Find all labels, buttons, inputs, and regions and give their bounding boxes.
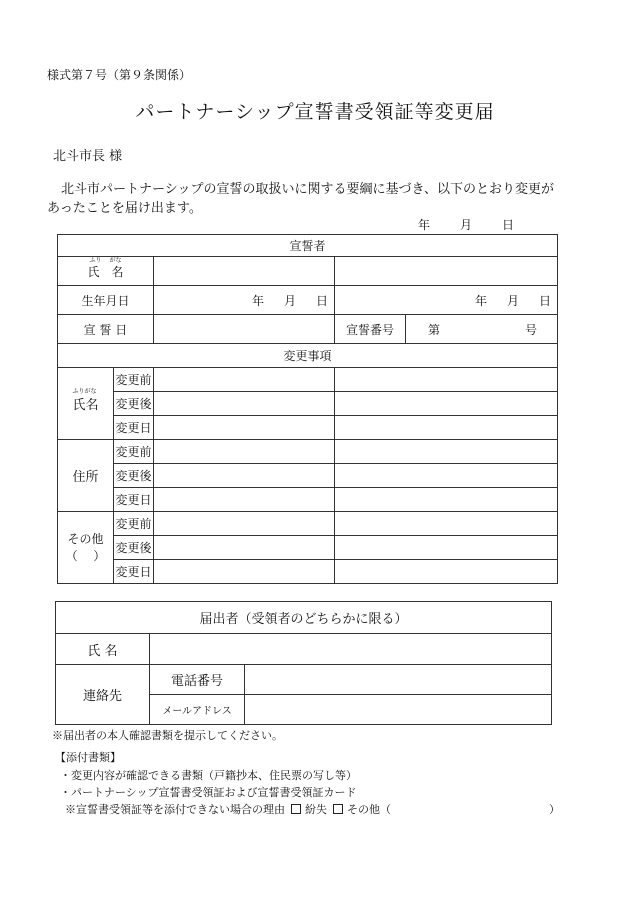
- name-before-label: 変更前: [114, 368, 154, 392]
- group-name-label: [58, 368, 114, 440]
- address-before-field-2[interactable]: [335, 440, 558, 464]
- name-after-field-2[interactable]: [335, 392, 558, 416]
- name-field-1[interactable]: [154, 257, 335, 286]
- year-label: 年: [475, 293, 488, 308]
- phone-label: 電話番号: [150, 665, 245, 695]
- other-close-paren: ）: [549, 803, 560, 816]
- day-label: 日: [539, 293, 552, 308]
- name-field-2[interactable]: [335, 257, 558, 286]
- name-date-field-2[interactable]: [335, 416, 558, 440]
- other-after-field-2[interactable]: [335, 536, 558, 560]
- birthdate-label: 生年月日: [58, 286, 154, 315]
- name-label-text: 氏 名: [87, 264, 124, 279]
- address-date-field-2[interactable]: [335, 488, 558, 512]
- notifier-name-field[interactable]: [150, 634, 552, 665]
- birthdate-field-2[interactable]: [335, 286, 558, 315]
- name-before-field-1[interactable]: [154, 368, 335, 392]
- addressee: 北斗市長 様: [53, 149, 123, 164]
- address-after-field-1[interactable]: [154, 464, 335, 488]
- declaration-date-field[interactable]: [154, 315, 335, 344]
- phone-field[interactable]: [245, 665, 552, 695]
- number-suffix: 号: [525, 322, 538, 337]
- other-after-field-1[interactable]: [154, 536, 335, 560]
- group-name-label-wrap: [72, 388, 99, 413]
- other-after-label: 変更後: [114, 536, 154, 560]
- other-date-field-2[interactable]: [335, 560, 558, 584]
- other-before-field-1[interactable]: [154, 512, 335, 536]
- name-label-cell: [58, 257, 154, 286]
- attachments-heading: 【添付書類】: [55, 751, 121, 764]
- attachment-item-2: ・パートナーシップ宣誓書受領証および宣誓書受領証カード: [60, 786, 357, 799]
- contact-label: 連絡先: [56, 665, 150, 725]
- intro-text: 北斗市パートナーシップの宣誓の取扱いに関する要綱に基づき、以下のとおり変更があったことを届け出ます。: [47, 182, 554, 216]
- address-before-field-1[interactable]: [154, 440, 335, 464]
- group-name-text: 氏名: [72, 398, 99, 413]
- attachment-item-3: [65, 801, 560, 817]
- address-after-label: 変更後: [114, 464, 154, 488]
- id-note: ※届出者の本人確認書類を提示してください。: [52, 729, 283, 742]
- submission-date: [418, 216, 514, 233]
- notifier-name-label: 氏 名: [56, 634, 150, 665]
- other-checkbox[interactable]: [333, 804, 343, 814]
- other-date-field-1[interactable]: [154, 560, 335, 584]
- date-day-label: 日: [502, 218, 515, 232]
- month-label: 月: [283, 293, 296, 308]
- address-date-field-1[interactable]: [154, 488, 335, 512]
- declaration-date-label: 宣 誓 日: [58, 315, 154, 344]
- month-label: 月: [507, 293, 520, 308]
- name-after-label: 変更後: [114, 392, 154, 416]
- lost-checkbox[interactable]: [291, 804, 301, 814]
- group-name-furigana: ふりがな: [72, 388, 97, 395]
- notifier-header: 届出者（受領者のどちらかに限る）: [56, 602, 552, 634]
- changes-header: 変更事項: [58, 344, 558, 368]
- group-other-text: その他: [67, 531, 104, 546]
- group-other-paren: （ ）: [65, 548, 106, 563]
- group-address-label: 住所: [58, 440, 114, 512]
- name-date-field-1[interactable]: [154, 416, 335, 440]
- day-label: 日: [315, 293, 328, 308]
- birthdate-field-1[interactable]: [154, 286, 335, 315]
- name-after-field-1[interactable]: [154, 392, 335, 416]
- page-title: パートナーシップ宣誓書受領証等変更届: [135, 101, 495, 123]
- number-prefix: 第: [428, 322, 441, 337]
- name-label: [87, 256, 124, 280]
- name-furi-2: がな: [109, 256, 122, 264]
- declarant-table: [57, 234, 558, 584]
- declaration-number-label: 宣誓番号: [335, 315, 406, 344]
- address-after-field-2[interactable]: [335, 464, 558, 488]
- other-date-label: 変更日: [114, 560, 154, 584]
- email-label: メールアドレス: [150, 695, 245, 725]
- date-month-label: 月: [460, 218, 473, 232]
- date-year-label: 年: [418, 218, 431, 232]
- address-date-label: 変更日: [114, 488, 154, 512]
- other-option-label: その他（: [347, 803, 391, 816]
- name-before-field-2[interactable]: [335, 368, 558, 392]
- year-label: 年: [251, 293, 264, 308]
- lost-option-label: 紛失: [305, 803, 327, 816]
- email-field[interactable]: [245, 695, 552, 725]
- notifier-table: [55, 601, 552, 725]
- other-before-label: 変更前: [114, 512, 154, 536]
- name-date-label: 変更日: [114, 416, 154, 440]
- name-furi-1: ふり: [89, 256, 102, 264]
- other-before-field-2[interactable]: [335, 512, 558, 536]
- group-other-label: [58, 512, 114, 584]
- attachment-item-1: ・変更内容が確認できる書類（戸籍抄本、住民票の写し等）: [60, 769, 357, 782]
- declaration-number-field[interactable]: [406, 315, 558, 344]
- declarant-header: 宣誓者: [58, 235, 558, 257]
- attachment-reason-text: ※宣誓書受領証等を添付できない場合の理由: [65, 803, 285, 816]
- address-before-label: 変更前: [114, 440, 154, 464]
- form-number: 様式第７号（第９条関係）: [47, 68, 192, 82]
